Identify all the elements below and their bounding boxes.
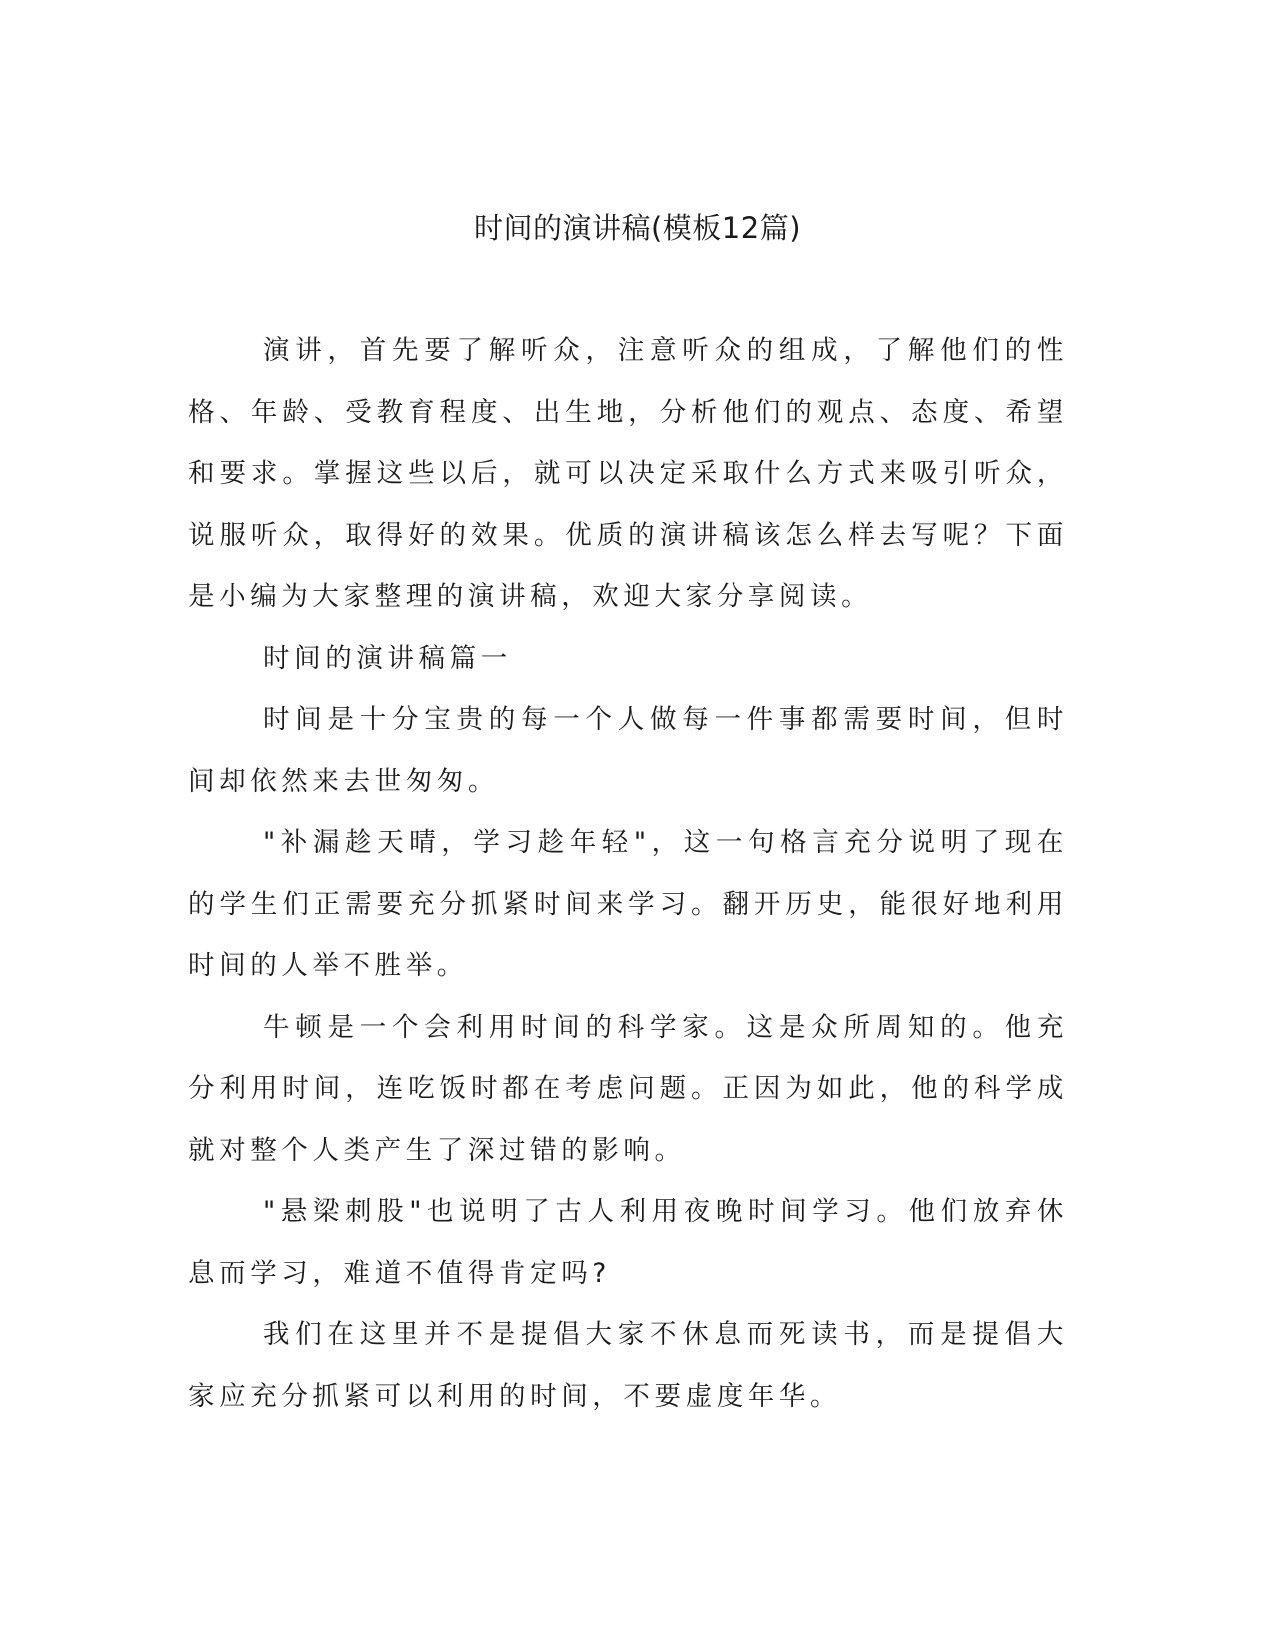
document-title: 时间的演讲稿(模板12篇) [473, 211, 802, 245]
paragraph: "悬梁刺股"也说明了古人利用夜晚时间学习。他们放弃休息而学习，难道不值得肯定吗? [188, 1196, 1068, 1289]
paragraph: 我们在这里并不是提倡大家不休息而死读书，而是提倡大家应充分抓紧可以利用的时间，不要虚度年华。 [188, 1319, 1068, 1412]
paragraph-intro: 演讲，首先要了解听众，注意听众的组成，了解他们的性格、年龄、受教育程度、出生地，分析他们的观点、态度、希望和要求。掌握这些以后，就可以决定采取什么方式来吸引听众，说服听众，取得好的效果。优质的演讲稿该怎么样去写呢？下面是小编为大家整理的演讲稿，欢迎大家分享阅读。 [188, 335, 1068, 612]
section-heading: 时间的演讲稿篇一 [263, 642, 512, 674]
paragraph: 牛顿是一个会利用时间的科学家。这是众所周知的。他充分利用时间，连吃饭时都在考虑问题。正因为如此，他的科学成就对整个人类产生了深过错的影响。 [188, 1011, 1068, 1166]
paragraph: 时间是十分宝贵的每一个人做每一件事都需要时间，但时间却依然来去世匆匆。 [188, 704, 1068, 797]
paragraph: "补漏趁天晴，学习趁年轻"，这一句格言充分说明了现在的学生们正需要充分抓紧时间来学习。翻开历史，能很好地利用时间的人举不胜举。 [188, 827, 1068, 981]
document-body [188, 320, 1068, 1427]
